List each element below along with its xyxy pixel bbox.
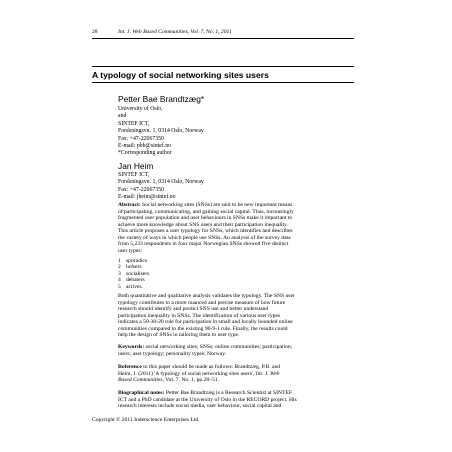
abstract-line: help the design of SNSs in tailoring them to user type. xyxy=(118,332,240,339)
abstract-line: research should identify and predict SNS use and better understand xyxy=(118,306,269,313)
list-item: 3 socialisers xyxy=(118,270,150,277)
affiliation-line: E-mail: pbb@sintef.no xyxy=(118,143,171,150)
affiliation-line: Fax: +47-22067350 xyxy=(118,186,164,193)
bio-line: ICT and a PhD candidate at the University of Oslo in the RECORD project. His xyxy=(118,396,297,403)
journal-citation: Int. J. Web Based Communities, Vol. 7, No. 1, 2011 xyxy=(118,29,232,35)
affiliation-line: Forskningsvn. 1, 0314 Oslo, Norway xyxy=(118,179,204,186)
author-2-affiliation xyxy=(118,172,204,202)
abstract-line: user types: xyxy=(118,247,143,254)
author-1-affiliation xyxy=(118,106,204,158)
keywords-label: Keywords: xyxy=(118,344,145,350)
abstract-line: the variety of ways in which people use SNSs. An analysis of the survey data xyxy=(118,234,291,241)
abstract-line: communities compared to the existing 90-9-1 rule. Finally, the results could xyxy=(118,325,288,332)
abstract-label: Abstract: xyxy=(118,202,141,208)
copyright-notice: Copyright © 2011 Inderscience Enterprises Ltd. xyxy=(92,417,200,423)
list-item: 2 lurkers xyxy=(118,264,142,271)
abstract-line: typology contributes to a more nuanced and precise measure of how future xyxy=(118,299,286,306)
affiliation-line: Forskningsvn. 1, 0314 Oslo, Norway xyxy=(118,128,204,135)
reference: Reference to this paper should be made as follows: Brandtzæg, P.B. and Heim, J. (2011) 'A typology of social networking sites users', Int. J. Web Based Communities, Vol. 7, No. 1, pp.28–51. xyxy=(118,364,281,384)
list-item: 5 actives. xyxy=(118,283,143,290)
abstract xyxy=(118,202,294,254)
abstract-line: from 5,233 respondents in four major Norwegian SNSs showed five distinct xyxy=(118,241,289,248)
keywords-line: social networking sites; SNSs; online communities; participation; xyxy=(144,344,293,350)
abstract-line: This article proposes a user typology for SNSs, which identifies and describes xyxy=(118,228,293,235)
affiliation-line: Fax: +47-22067350 xyxy=(118,135,164,142)
abstract-line: participation inequality in SNSs. The identification of various user types xyxy=(118,312,281,319)
affiliation-line: and xyxy=(118,113,127,120)
abstract-line: indicates a 50-30-20 rule for participation in small and locally bounded online xyxy=(118,319,293,326)
list-item: 4 debaters xyxy=(118,277,145,284)
paper-title: A typology of social networking sites users xyxy=(92,70,269,80)
bio-line: research interests include social media, user behaviour, social capital and xyxy=(118,403,282,410)
list-item: 1 sporadics xyxy=(118,258,148,264)
abstract-line: fragmented user population and user behaviours in SNSs make it important to xyxy=(118,215,293,222)
title-rule-bottom xyxy=(92,82,354,83)
reference-label: Reference xyxy=(118,364,142,370)
abstract-continued xyxy=(118,293,295,339)
affiliation-line: SINTEF ICT, xyxy=(118,120,150,127)
running-head xyxy=(92,29,232,35)
author-2-name: Jan Heim xyxy=(118,161,154,171)
keywords xyxy=(118,344,292,357)
abstract-line: Both quantitative and qualitative analysis validates the typology. The SNS user xyxy=(118,293,295,299)
affiliation-line: University of Oslo, xyxy=(118,106,163,112)
abstract-line: of participating, communicating, and gaining social capital. Thus, increasingly xyxy=(118,208,294,215)
author-1-name: Petter Bae Brandtzæg* xyxy=(118,94,205,104)
user-type-list xyxy=(118,258,149,290)
affiliation-line: *Corresponding author xyxy=(118,150,172,157)
affiliation-line: E-mail: jheim@sintef.no xyxy=(118,194,176,201)
keywords-line: users; user typology; personality types; Norway. xyxy=(118,350,227,357)
bio-label: Biographical notes: xyxy=(118,390,165,396)
abstract-line: Social networking sites (SNSs) are said to be new important means xyxy=(140,202,293,208)
page-number: 28 xyxy=(92,29,98,35)
abstract-line: achieve more knowledge about SNS users and their participation inequality. xyxy=(118,221,288,228)
title-rule-top xyxy=(92,66,354,67)
affiliation-line: SINTEF ICT, xyxy=(118,172,150,178)
biographical-notes: Biographical notes: Petter Bae Brandtzæg is a Research Scientist at SINTEF ICT and a PhD candidate at the University of Oslo in the RECORD project. His research interests include social media, user behaviour, social capital and xyxy=(118,390,297,410)
header-rule xyxy=(92,38,354,39)
